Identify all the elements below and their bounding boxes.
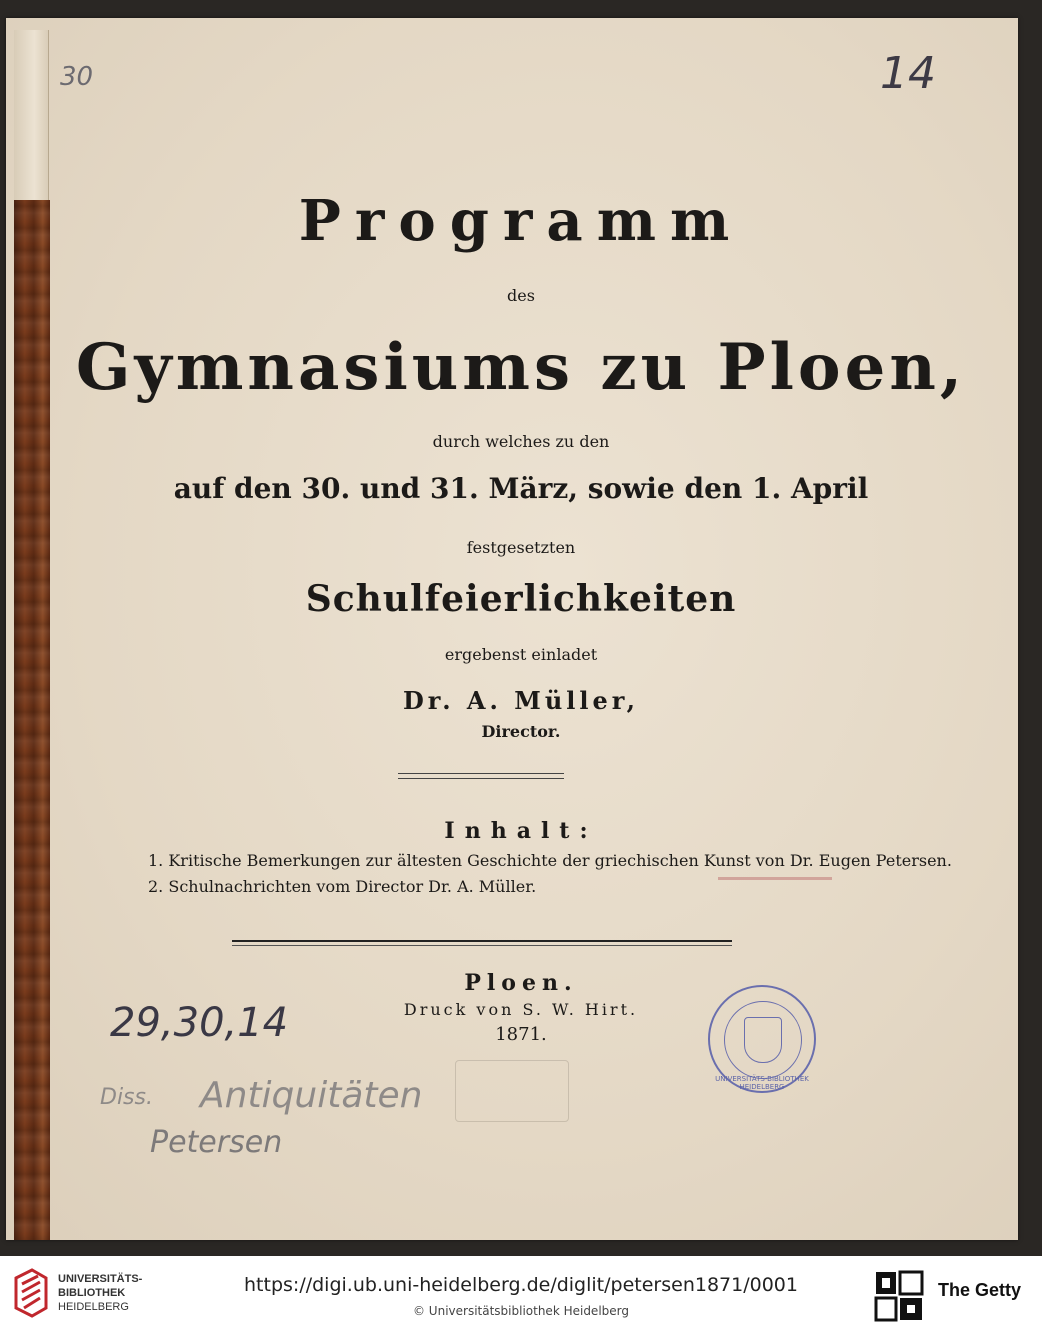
erased-label-mark (455, 1060, 569, 1122)
viewer-footer (0, 1256, 1042, 1334)
red-pencil-underline (718, 877, 832, 880)
imprint-place: Ploen. (464, 970, 578, 996)
author-role: Director. (481, 722, 561, 741)
handwritten-note-name: Petersen (150, 1125, 283, 1160)
getty-name: The Getty (938, 1280, 1022, 1300)
festgesetzten-line: festgesetzten (466, 538, 576, 557)
handwritten-call-number: 29,30,14 (110, 1000, 289, 1046)
imprint-printer: Druck von S. W. Hirt. (403, 1000, 639, 1019)
library-stamp (708, 985, 816, 1093)
stamp-text: UNIVERSITÄTS-BIBLIOTHEK HEIDELBERG (715, 1075, 809, 1091)
invitation-line: ergebenst einladet (444, 645, 598, 664)
library-line-3: HEIDELBERG (58, 1301, 129, 1313)
contents-item-2: 2. Schulnachrichten vom Director Dr. A. Müller. (148, 877, 537, 896)
contents-item-1: 1. Kritische Bemerkungen zur ältesten Geschichte der griechischen Kunst von Dr. Eugen Petersen. (148, 851, 952, 870)
handwritten-folio-right: 14 (880, 48, 936, 99)
imprint-year: 1871. (495, 1024, 547, 1045)
copyright-notice: © Universitätsbibliothek Heidelberg (412, 1304, 629, 1318)
institution-name: Gymnasiums zu Ploen, (75, 330, 967, 405)
author-name: Dr. A. Müller, (402, 686, 640, 715)
library-line-1: UNIVERSITÄTS- (58, 1273, 143, 1285)
getty-logo-icon[interactable] (874, 1270, 924, 1322)
document-title: Programm (298, 188, 744, 254)
permalink-url[interactable]: https://digi.ub.uni-heidelberg.de/diglit/petersen1871/0001 (244, 1274, 798, 1296)
contents-heading: Inhalt: (444, 818, 598, 844)
library-line-2: BIBLIOTHEK (58, 1287, 126, 1299)
stamp-crest-icon (744, 1017, 782, 1063)
event-title: Schulfeierlichkeiten (305, 578, 737, 620)
handwritten-folio-left: 30 (60, 62, 94, 92)
handwritten-note-diss: Diss. (100, 1085, 153, 1110)
binding-edge (14, 30, 49, 200)
divider-rule (232, 940, 732, 942)
ornamental-rule (398, 773, 564, 779)
intro-line: durch welches zu den (432, 432, 610, 451)
title-des: des (507, 286, 535, 305)
handwritten-note-subject: Antiquitäten (200, 1075, 423, 1116)
event-dates: auf den 30. und 31. März, sowie den 1. April (173, 472, 869, 505)
